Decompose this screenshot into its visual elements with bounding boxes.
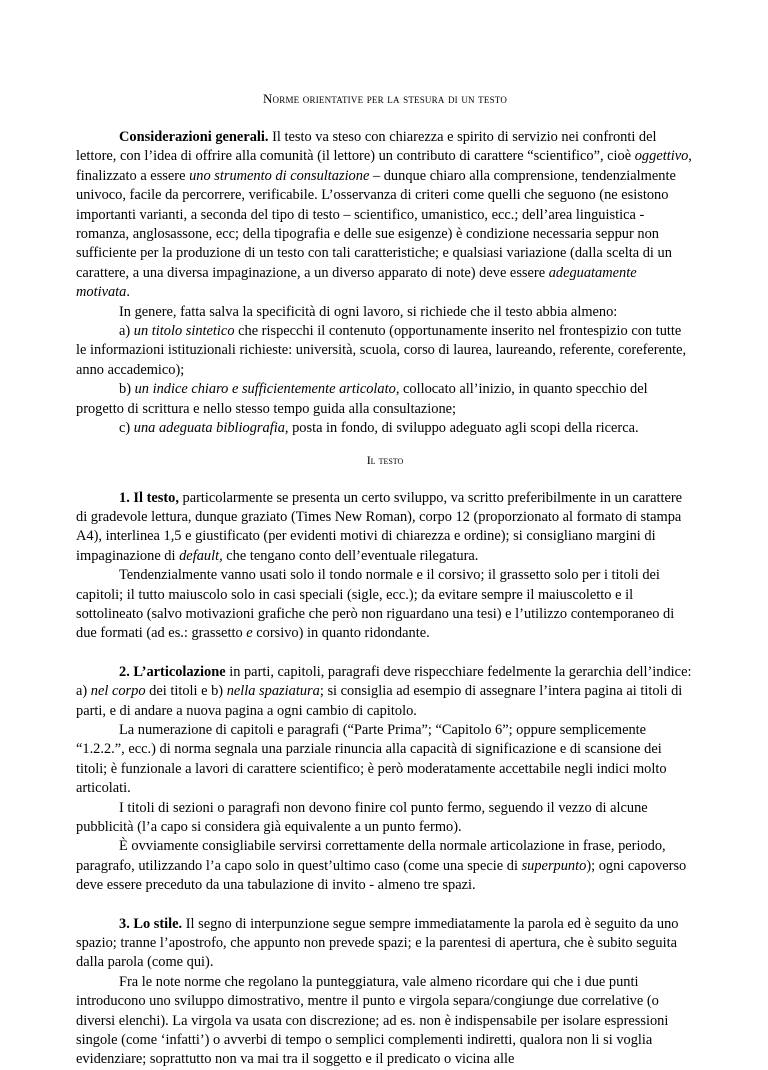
text-span: c) [119, 420, 134, 437]
italic-span: superpunto [521, 857, 587, 874]
text-span: Tendenzialmente vanno usati solo il tondo normale e il corsivo; il grassetto solo per i titoli dei capitoli; il tutto maiuscolo solo in casi speciali (sigle, ecc.); da evitare sempre il maiuscoletto e il sottolineato (salvo motivazioni grafiche che però non riguardano una tesi) e l’utilizzo contemporaneo di due formati (ad es.: grassetto [76, 567, 675, 642]
text-span: . [126, 284, 130, 301]
text-span: È ovviamente consigliabile servirsi correttamente della normale articolazione in frase, periodo, paragrafo, utilizzando l’a capo solo in quest’ultimo caso (come una specie di [76, 838, 666, 874]
text-span: , collocato all’inizio, in quanto specchio del progetto di scrittura e nello stesso tempo guida alla consultazione; [76, 381, 648, 417]
text-span: a) [119, 323, 134, 340]
italic-span: nella spaziatura [226, 683, 320, 700]
text-span: particolarmente se presenta un certo sviluppo, va scritto preferibilmente in un carattere di gradevole lettura, dunque graziato (Times New Roman), corpo 12 (proporzionato al formato di stampa A4), interlinea 1,5 e giustificato (per evidenti motivi di chiarezza e ordine); si consigliano margini di impaginazione di [76, 489, 683, 564]
text-span: ; si consiglia ad esempio di assegnare l’intera pagina ai titoli di parti, e di andare a nuova pagina a ogni cambio di capitolo. [76, 683, 683, 719]
document-title [76, 90, 694, 108]
italic-span: default, [179, 547, 223, 564]
italic-span: nel corpo [90, 683, 146, 700]
italic-span: un titolo sintetico [133, 323, 235, 340]
list-item-b [76, 380, 694, 419]
text-span: , finalizzato a essere [76, 148, 692, 184]
italic-span: adeguatamente motivata [76, 264, 637, 301]
paragraph-s3-2: Fra le note norme che regolano la punteggiatura, vale almeno ricordare qui che i due punti introducono uno sviluppo dimostrativo, mentre il punto e virgola separa/congiunge due correlative (o diversi elenchi). La virgola va usata con discrezione; ad es. non è indispensabile per isolare espressioni singole (come ‘infatti’) o avverbi di tempo o semplici complementi indiretti, qualora non li si voglia evidenziare; soprattutto non va mai tra il soggetto e il predicato o vicina alle [76, 973, 669, 1068]
section-title-text: Il testo [366, 452, 404, 467]
paragraph-s3-1 [76, 915, 694, 973]
italic-span: un indice chiaro e sufficientemente articolato [134, 381, 396, 398]
paragraph-general-requirements: In genere, fatta salva la specificità di ogni lavoro, si richiede che il testo abbia almeno: [119, 303, 618, 320]
italic-span: uno strumento di consultazione [189, 167, 370, 184]
text-span: che tengano conto dell’eventuale rilegatura. [222, 547, 479, 564]
italic-span: e [246, 625, 253, 642]
paragraph-general-intro [76, 128, 694, 303]
text-span: dei titoli e b) [145, 683, 227, 700]
list-item-c [76, 419, 694, 438]
paragraph-s1-1 [76, 489, 694, 567]
italic-span: una adeguata bibliografia, [133, 420, 289, 437]
paragraph-s2-4 [76, 837, 694, 895]
text-span: Il segno di interpunzione segue sempre immediatamente la parola ed è seguito da uno spazio; tranne l’apostrofo, che appunto non prevede spazi; e la parentesi di apertura, che è subito seguita dalla parola (come qui). [76, 915, 679, 971]
heading-s3: 3. Lo stile. [119, 915, 183, 932]
text-span: ); ogni capoverso deve essere preceduto da una tabulazione di invito - almeno tre spazi. [76, 857, 687, 894]
document-title-text: Norme orientative per la stesura di un testo [262, 91, 508, 106]
paragraph-s2-3: I titoli di sezioni o paragrafi non devono finire col punto fermo, seguendo il vezzo di alcune pubblicità (l’a capo si considera già equivalente a un punto fermo). [76, 799, 648, 835]
text-span: Il testo va steso con chiarezza e spirito di servizio nei confronti del lettore, con l’idea di offrire alla comunità (il lettore) un contributo di carattere “scientifico”, cioè [76, 129, 657, 165]
text-span: posta in fondo, di sviluppo adeguato agli scopi della ricerca. [288, 420, 639, 437]
section-title [76, 452, 694, 468]
text-span: corsivo) in quanto ridondante. [252, 625, 430, 642]
text-span: – dunque chiaro alla comprensione, tendenzialmente univoco, facile da percorrere, verificabile. L’osservanza di criteri come quelli che seguono (ne esistono importanti varianti, a seconda del tipo di testo – scientifico, umanistico, ecc.; dell’area linguistica - romanza, anglosassone, ecc; della tipografia e delle sue esigenze) è condizione necessaria seppur non sufficiente per la produzione di un testo con tali caratteristiche; e qualsiasi variazione (dalla scelta di un carattere, a una diversa impaginazione, a un diverso apparato di note) deve essere [76, 167, 676, 281]
paragraph-s2-2: La numerazione di capitoli e paragrafi (“Parte Prima”; “Capitolo 6”; oppure semplicemente “1.2.2.”, ecc.) di norma segnala una parziale rinuncia alla capacità di significazione e di scansione dei titoli; è funzionale a lavori di carattere scientifico; è però moderatamente accettabile negli indici molto articolati. [76, 721, 667, 797]
paragraph-s1-2 [76, 566, 694, 644]
heading-s1: 1. Il testo, [119, 489, 179, 506]
document-page [76, 90, 694, 1070]
text-span: in parti, capitoli, paragrafi deve rispecchiare fedelmente la gerarchia dell’indice: a) [76, 663, 692, 700]
heading-general: Considerazioni generali. [119, 129, 269, 145]
italic-span: oggettivo [634, 148, 689, 165]
heading-s2: 2. L’articolazione [119, 663, 226, 680]
text-span: b) [119, 381, 135, 398]
text-span: che rispecchi il contenuto (opportunamente inserito nel frontespizio con tutte le informazioni istituzionali richieste: università, scuola, corso di laurea, laureando, referente, coreferente, anno accademico); [76, 323, 687, 378]
paragraph-s2-1 [76, 663, 694, 721]
list-item-a [76, 322, 694, 380]
